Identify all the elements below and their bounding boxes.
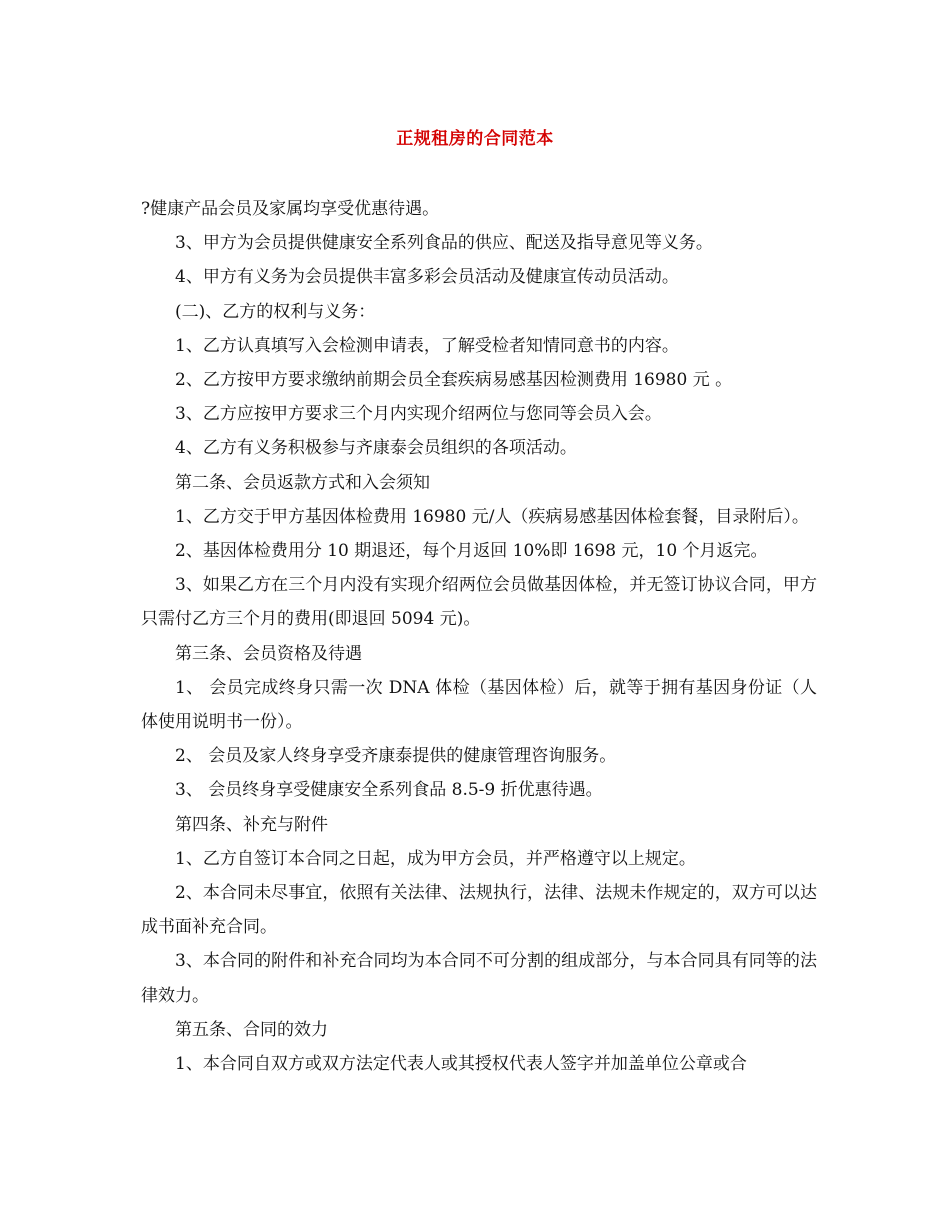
paragraph: 2、本合同未尽事宜，依照有关法律、法规执行，法律、法规未作规定的，双方可以达成书面补充合同。: [141, 883, 817, 938]
paragraph: 第四条、补充与附件: [175, 814, 328, 835]
paragraph: 1、 会员完成终身只需一次 DNA 体检（基因体检）后，就等于拥有基因身份证（人体使用说明书一份）。: [141, 677, 817, 733]
paragraph: 2、基因体检费用分 10 期退还，每个月返回 10%即 1698 元，10 个月返完。: [175, 541, 768, 562]
paragraph: 第五条、合同的效力: [175, 1019, 328, 1040]
paragraph: 1、本合同自双方或双方法定代表人或其授权代表人签字并加盖单位公章或合: [175, 1054, 747, 1075]
paragraph: 4、甲方有义务为会员提供丰富多彩会员活动及健康宣传动员活动。: [175, 267, 679, 288]
document-body: [141, 192, 817, 1081]
paragraph: ?健康产品会员及家属均享受优惠待遇。: [141, 199, 440, 219]
document-title: 正规租房的合同范本: [396, 129, 554, 149]
paragraph: 4、乙方有义务积极参与齐康泰会员组织的各项活动。: [175, 438, 577, 459]
paragraph: 1、乙方认真填写入会检测申请表，了解受检者知情同意书的内容。: [175, 335, 679, 356]
paragraph: (二)、乙方的权利与义务：: [175, 301, 376, 322]
paragraph: 3、如果乙方在三个月内没有实现介绍两位会员做基因体检，并无签订协议合同，甲方只需付乙方三个月的费用(即退回 5094 元)。: [141, 575, 817, 630]
paragraph: 3、本合同的附件和补充合同均为本合同不可分割的组成部分，与本合同具有同等的法律效力。: [141, 951, 817, 1006]
paragraph: 2、乙方按甲方要求缴纳前期会员全套疾病易感基因检测费用 16980 元 。: [175, 370, 733, 391]
paragraph: 1、乙方自签订本合同之日起，成为甲方会员，并严格遵守以上规定。: [175, 848, 696, 869]
paragraph: 第三条、会员资格及待遇: [175, 643, 362, 664]
paragraph: 3、甲方为会员提供健康安全系列食品的供应、配送及指导意见等义务。: [175, 233, 713, 254]
paragraph: 1、乙方交于甲方基因体检费用 16980 元/人（疾病易感基因体检套餐，目录附后）。: [175, 506, 809, 527]
paragraph: 3、乙方应按甲方要求三个月内实现介绍两位与您同等会员入会。: [175, 404, 662, 425]
paragraph: 第二条、会员返款方式和入会须知: [175, 472, 430, 493]
paragraph: 2、 会员及家人终身享受齐康泰提供的健康管理咨询服务。: [175, 746, 617, 767]
paragraph: 3、 会员终身享受健康安全系列食品 8.5-9 折优惠待遇。: [175, 780, 603, 801]
